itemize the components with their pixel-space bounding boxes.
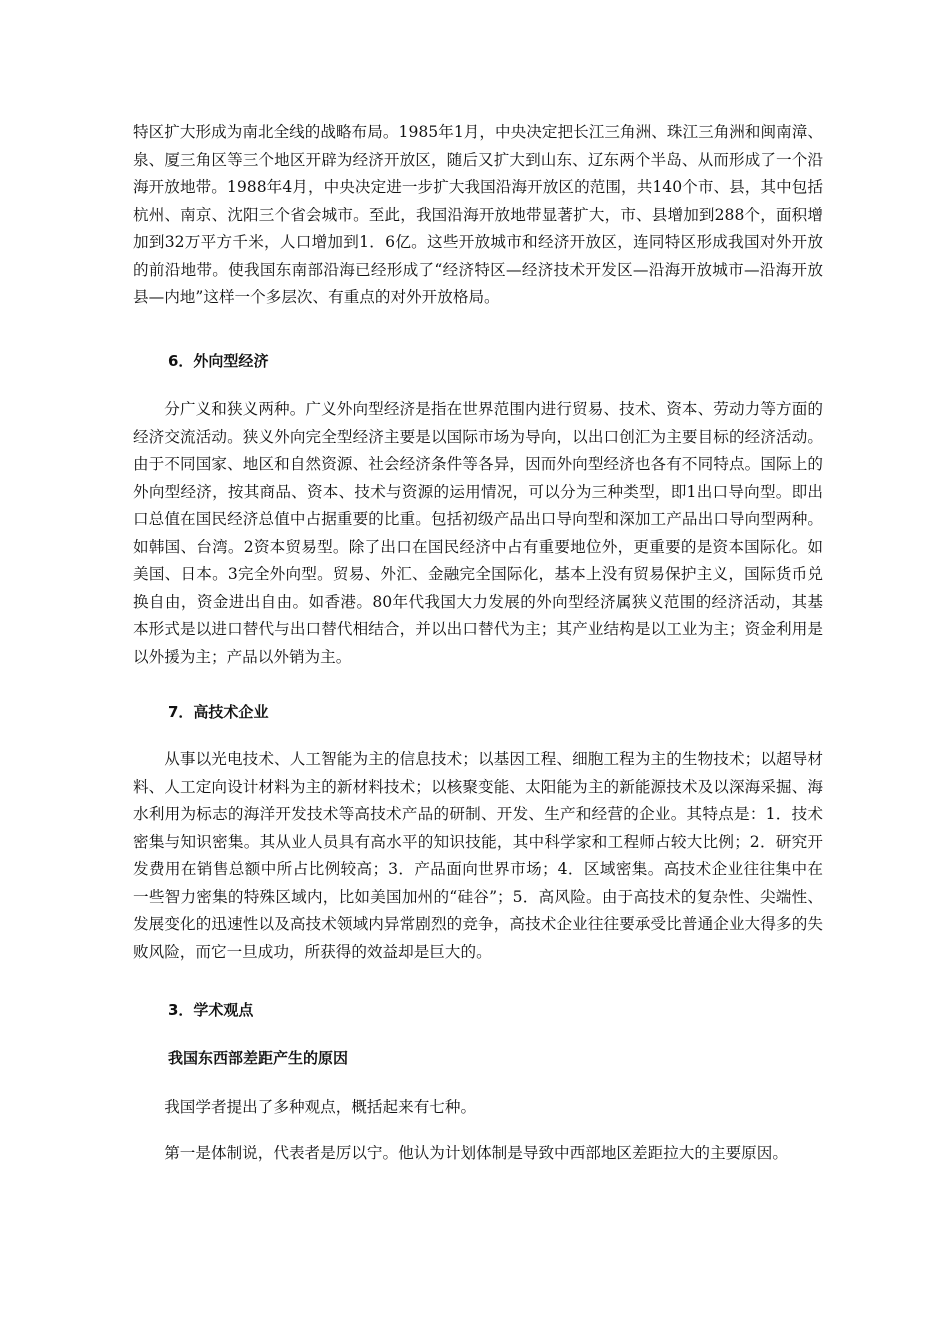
intro-paragraph: 特区扩大形成为南北全线的战略布局。1985年1月，中央决定把长江三角洲、珠江三角洲和闽南漳、泉、厦三角区等三个地区开辟为经济开放区，随后又扩大到山东、辽东两个半岛、从而形成了一个沿海开放地带。1988年4月，中央决定进一步扩大我国沿海开放区的范围，共140个市、县，其中包括杭州、南京、沈阳三个省会城市。至此，我国沿海开放地带显著扩大，市、县增加到288个，面积增加到32万平方千米，人口增加到1．6亿。这些开放城市和经济开放区，连同特区形成我国对外开放的前沿地带。使我国东南部沿海已经形成了“经济特区—经济技术开发区—沿海开放城市—沿海开放县—内地”这样一个多层次、有重点的对外开放格局。 [133,123,823,306]
section-heading-3: 3．学术观点 [168,1001,254,1019]
section-7-paragraph: 从事以光电技术、人工智能为主的信息技术；以基因工程、细胞工程为主的生物技术；以超导材料、人工定向设计材料为主的新材料技术；以核聚变能、太阳能为主的新能源技术及以深海采掘、海水利用为标志的海洋开发技术等高技术产品的研制、开发、生产和经营的企业。其特点是：1．技术密集与知识密集。其从业人员具有高水平的知识技能，其中科学家和工程师占较大比例；2．研究开发费用在销售总额中所占比例较高；3．产品面向世界市场；4．区域密集。高技术企业往往集中在一些智力密集的特殊区域内，比如美国加州的“硅谷”；5．高风险。由于高技术的复杂性、尖端性、发展变化的迅速性以及高技术领域内异常剧烈的竞争，高技术企业往往要承受比普通企业大得多的失败风险，而它一旦成功，所获得的效益却是巨大的。 [133,750,823,961]
first-view-paragraph: 第一是体制说，代表者是厉以宁。他认为计划体制是导致中西部地区差距拉大的主要原因。 [164,1144,788,1162]
subheading: 我国东西部差距产生的原因 [168,1049,349,1067]
section-heading-6: 6．外向型经济 [168,352,269,370]
views-paragraph: 我国学者提出了多种观点，概括起来有七种。 [164,1098,477,1116]
section-6-paragraph: 分广义和狭义两种。广义外向型经济是指在世界范围内进行贸易、技术、资本、劳动力等方面的经济交流活动。狭义外向完全型经济主要是以国际市场为导向，以出口创汇为主要目标的经济活动。由于不同国家、地区和自然资源、社会经济条件等各异，因而外向型经济也各有不同特点。国际上的外向型经济，按其商品、资本、技术与资源的运用情况，可以分为三种类型，即1出口导向型。即出口总值在国民经济总值中占据重要的比重。包括初级产品出口导向型和深加工产品出口导向型两种。如韩国、台湾。2资本贸易型。除了出口在国民经济中占有重要地位外，更重要的是资本国际化。如美国、日本。3完全外向型。贸易、外汇、金融完全国际化，基本上没有贸易保护主义，国际货币兑换自由，资金进出自由。如香港。80年代我国大力发展的外向型经济属狭义范围的经济活动，其基本形式是以进口替代与出口替代相结合，并以出口替代为主；其产业结构是以工业为主；资金利用是以外援为主；产品以外销为主。 [133,400,823,666]
section-heading-7: 7．高技术企业 [168,703,269,721]
